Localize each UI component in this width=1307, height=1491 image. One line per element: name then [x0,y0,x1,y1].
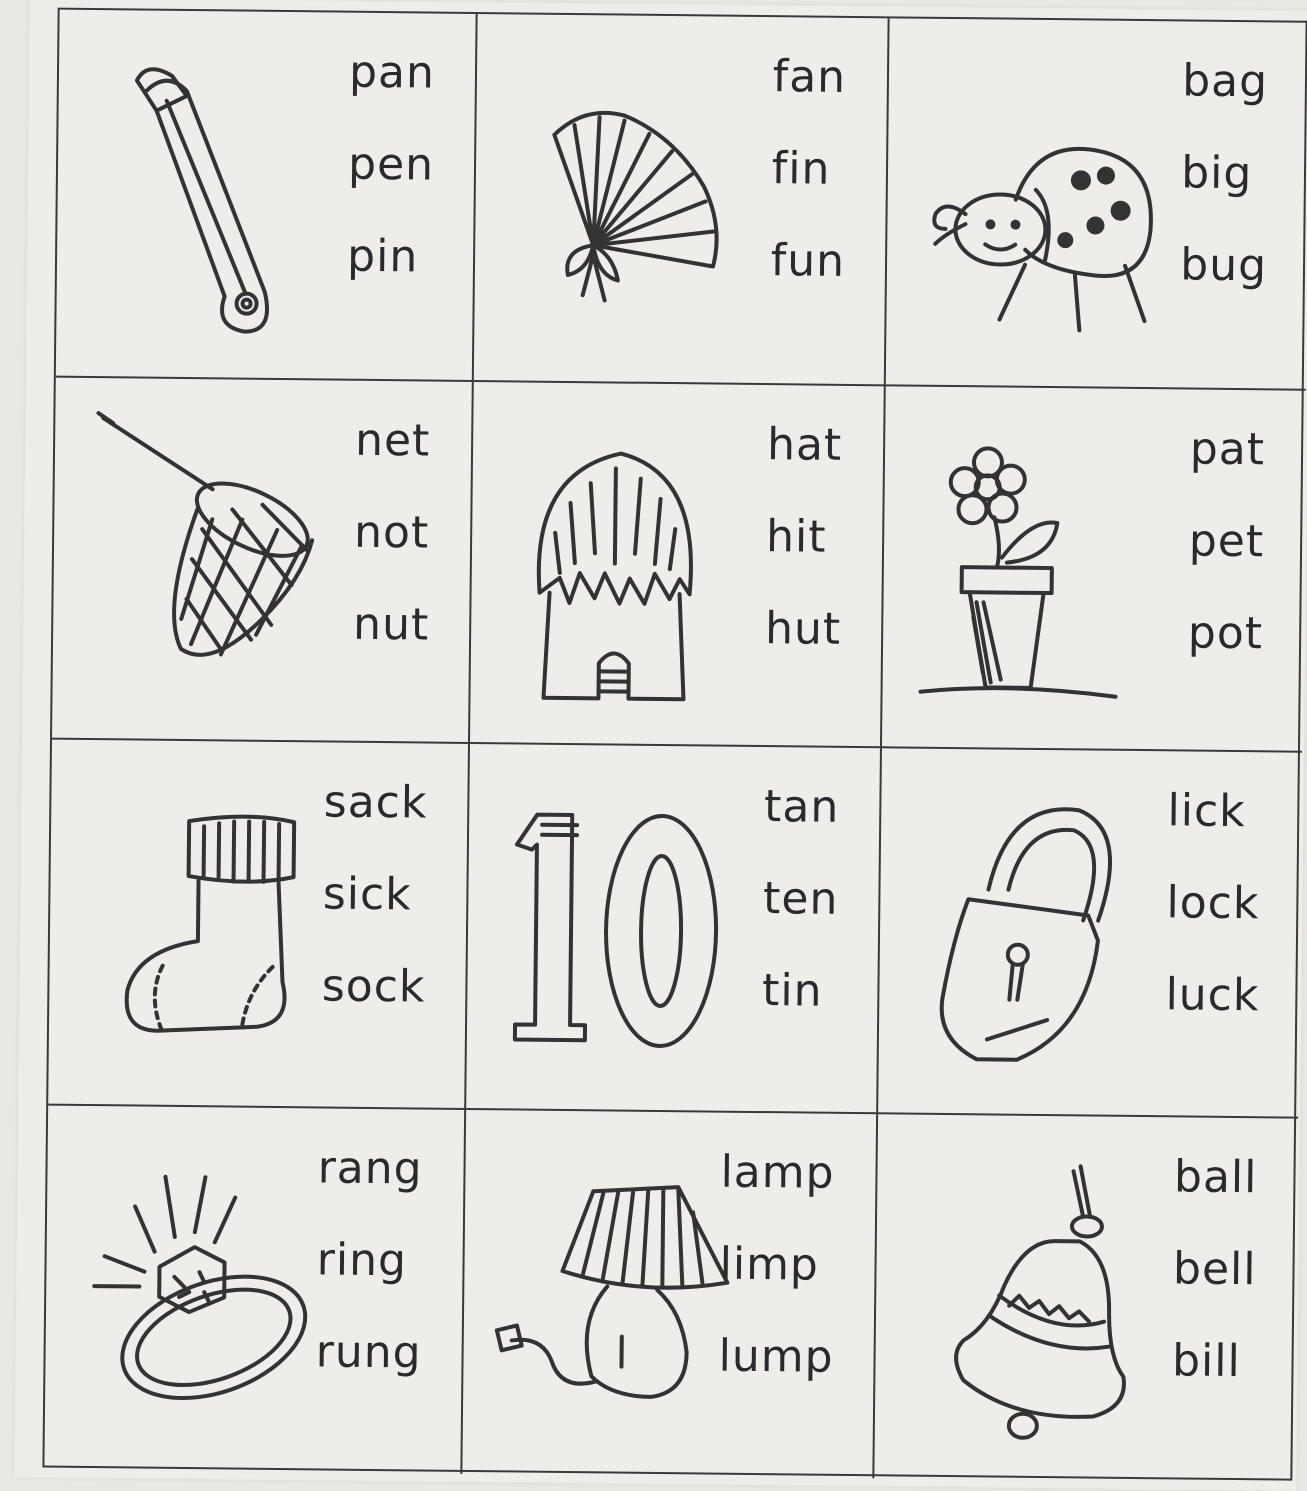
word-option[interactable]: ball [1173,1151,1258,1204]
word-picture-grid [42,8,1307,1481]
word-option[interactable]: rang [317,1142,423,1195]
ring-icon [63,1136,316,1439]
word-option[interactable]: fan [772,51,847,103]
flower-pot-icon [900,416,1153,719]
cell-net [52,378,474,744]
cell-sock [48,740,470,1110]
word-option[interactable]: pat [1189,423,1266,476]
word-option[interactable]: luck [1165,969,1260,1022]
word-option[interactable]: hat [766,419,843,471]
cell-lamp [462,1110,878,1478]
word-option[interactable]: lock [1166,877,1260,930]
word-option[interactable]: fin [771,143,831,195]
word-option[interactable]: sack [323,776,428,829]
worksheet [14,0,1307,1491]
cell-bell [874,1114,1298,1482]
word-option[interactable]: net [354,414,431,467]
word-option[interactable]: ten [762,873,839,925]
word-option[interactable]: pot [1187,607,1264,660]
word-option[interactable]: bill [1171,1335,1241,1388]
word-option[interactable]: tin [761,965,823,1017]
word-option[interactable]: lick [1167,785,1246,838]
word-option[interactable]: not [353,506,430,559]
word-option[interactable]: nut [352,598,430,651]
bell-icon [893,1144,1146,1447]
lamp-icon [481,1140,734,1443]
butterfly-net-icon [70,408,323,711]
word-option[interactable]: pen [347,138,435,191]
cell-ten [466,744,882,1114]
cell-ring [44,1106,466,1474]
cell-safety-pin [56,10,478,382]
grass-hut-icon [488,412,741,715]
word-option[interactable]: pan [348,46,436,99]
word-option[interactable]: big [1180,147,1253,200]
word-option[interactable]: rung [315,1326,422,1379]
word-option[interactable]: pin [346,230,419,283]
word-option[interactable]: bug [1180,239,1268,292]
word-option[interactable]: sick [322,868,412,921]
hand-fan-icon [492,44,745,347]
cell-ladybug [886,18,1307,390]
number-ten-icon [485,774,738,1077]
cell-hut [470,382,886,748]
cell-fan [474,14,890,386]
word-option[interactable]: bag [1181,55,1269,108]
word-option[interactable]: hit [765,511,827,563]
word-option[interactable]: bell [1172,1243,1257,1296]
word-option[interactable]: tan [763,781,840,833]
cell-flower-pot [882,386,1306,752]
sock-icon [67,770,320,1073]
word-option[interactable]: sock [321,960,426,1013]
word-option[interactable]: fun [770,235,846,287]
word-option[interactable]: pet [1188,515,1265,568]
word-option[interactable]: ring [316,1234,408,1287]
ladybug-icon [904,49,1157,352]
word-option[interactable]: hut [764,603,842,655]
padlock-icon [897,778,1150,1081]
word-option[interactable]: limp [719,1238,820,1291]
cell-lock [878,748,1302,1118]
word-option[interactable]: lump [718,1330,834,1383]
safety-pin-icon [74,40,327,343]
word-option[interactable]: lamp [720,1146,835,1199]
